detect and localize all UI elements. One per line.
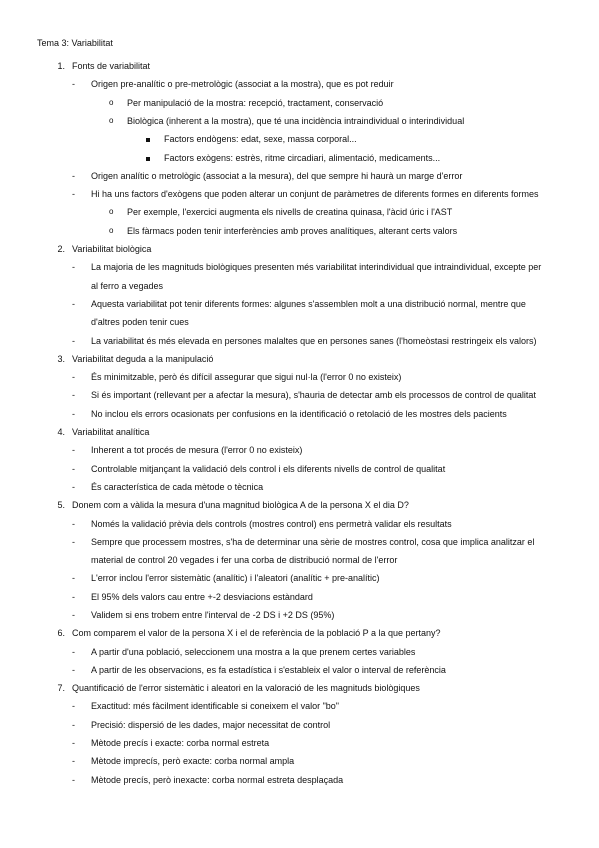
dash-bullet: - — [72, 537, 75, 547]
list-item: Només la validació prèvia dels controls (mostres control) ens permetrà validar els resultats — [91, 519, 452, 529]
circle-bullet-icon: o — [109, 207, 114, 216]
dash-bullet: - — [72, 464, 75, 474]
list-item: Aquesta variabilitat pot tenir diferents formes: algunes s'assemblen molt a una distribució normal, mentre que — [91, 299, 526, 309]
list-item: Factors endògens: edat, sexe, massa corporal... — [164, 134, 357, 144]
section-heading: Donem com a vàlida la mesura d'una magnitud biològica A de la persona X el dia D? — [72, 500, 409, 510]
list-item: Biològica (inherent a la mostra), que té una incidència intraindividual o interindividual — [127, 116, 465, 126]
dash-bullet: - — [72, 701, 75, 711]
section-number: 2. — [57, 244, 65, 254]
dash-bullet: - — [72, 592, 75, 602]
list-item: Precisió: dispersió de les dades, major necessitat de control — [91, 720, 331, 730]
list-item: Mètode imprecís, però exacte: corba normal ampla — [91, 756, 295, 766]
list-item: El 95% dels valors cau entre +-2 desviacions estàndard — [91, 592, 313, 602]
dash-bullet: - — [72, 482, 75, 492]
dash-bullet: - — [72, 775, 75, 785]
dash-bullet: - — [72, 372, 75, 382]
dash-bullet: - — [72, 756, 75, 766]
list-item: La majoria de les magnituds biològiques presenten més variabilitat interindividual que intraindividual, excepte per — [91, 262, 542, 272]
list-item: Els fàrmacs poden tenir interferències amb proves analítiques, alterant certs valors — [127, 226, 458, 236]
dash-bullet: - — [72, 171, 75, 181]
list-item: A partir de les observacions, es fa estadística i s'estableix el valor o interval de referència — [91, 665, 446, 675]
section-number: 6. — [57, 628, 65, 638]
dash-bullet: - — [72, 665, 75, 675]
dash-bullet: - — [72, 299, 75, 309]
list-item: Inherent a tot procés de mesura (l'error 0 no existeix) — [91, 445, 303, 455]
dash-bullet: - — [72, 445, 75, 455]
list-item: Mètode precís i exacte: corba normal estreta — [91, 738, 270, 748]
section-heading: Variabilitat deguda a la manipulació — [72, 354, 214, 364]
list-item: No inclou els errors ocasionats per confusions en la identificació o retolació de les mostres dels pacients — [91, 409, 507, 419]
list-item: Origen pre-analític o pre-metrològic (associat a la mostra), que es pot reduir — [91, 79, 394, 89]
list-item: Per manipulació de la mostra: recepció, tractament, conservació — [127, 98, 384, 108]
list-item-continuation: material de control 20 vegades i fer una corba de distribució normal de l'error — [91, 555, 398, 565]
square-bullet-icon — [146, 157, 150, 161]
list-item: Si és important (rellevant per a afectar la mesura), s'hauria de detectar amb els processos de control de qualitat — [91, 390, 536, 400]
list-item: Factors exògens: estrès, ritme circadiari, alimentació, medicaments... — [164, 153, 441, 163]
dash-bullet: - — [72, 610, 75, 620]
section-heading: Variabilitat analítica — [72, 427, 150, 437]
list-item: Per exemple, l'exercici augmenta els nivells de creatina quinasa, l'àcid úric i l'AST — [127, 207, 453, 217]
list-item: És característica de cada mètode o tècnica — [91, 482, 264, 492]
list-item: Sempre que processem mostres, s'ha de determinar una sèrie de mostres control, cosa que implica analitzar el — [91, 537, 535, 547]
dash-bullet: - — [72, 519, 75, 529]
document-title: Tema 3: Variabilitat — [37, 38, 113, 48]
dash-bullet: - — [72, 720, 75, 730]
list-item: La variabilitat és més elevada en persones malaltes que en persones sanes (l'homeòstasi restringeix els valors) — [91, 336, 537, 346]
list-item: Validem si ens trobem entre l'interval de -2 DS i +2 DS (95%) — [91, 610, 335, 620]
circle-bullet-icon: o — [109, 226, 114, 235]
list-item-continuation: al ferro a vegades — [91, 281, 164, 291]
list-item: Origen analític o metrològic (associat a la mesura), del que sempre hi haurà un marge d'error — [91, 171, 463, 181]
circle-bullet-icon: o — [109, 98, 114, 107]
dash-bullet: - — [72, 390, 75, 400]
list-item: És minimitzable, però és difícil assegurar que sigui nul·la (l'error 0 no existeix) — [91, 372, 402, 382]
dash-bullet: - — [72, 79, 75, 89]
square-bullet-icon — [146, 138, 150, 142]
dash-bullet: - — [72, 573, 75, 583]
section-heading: Fonts de variabilitat — [72, 61, 151, 71]
section-heading: Variabilitat biològica — [72, 244, 152, 254]
dash-bullet: - — [72, 189, 75, 199]
section-number: 5. — [57, 500, 65, 510]
dash-bullet: - — [72, 647, 75, 657]
section-heading: Quantificació de l'error sistemàtic i aleatori en la valoració de les magnituds biològiques — [72, 683, 420, 693]
list-item: A partir d'una població, seleccionem una mostra a la que prenem certes variables — [91, 647, 416, 657]
section-number: 4. — [57, 427, 65, 437]
list-item: Hi ha uns factors d'exògens que poden alterar un conjunt de paràmetres de diferents formes en diferents formes — [91, 189, 539, 199]
list-item: L'error inclou l'error sistemàtic (analític) i l'aleatori (analític + pre-analític) — [91, 573, 380, 583]
dash-bullet: - — [72, 738, 75, 748]
list-item-continuation: d'altres poden tenir cues — [91, 317, 189, 327]
section-number: 7. — [57, 683, 65, 693]
dash-bullet: - — [72, 262, 75, 272]
list-item: Mètode precís, però inexacte: corba normal estreta desplaçada — [91, 775, 344, 785]
section-number: 1. — [57, 61, 65, 71]
section-number: 3. — [57, 354, 65, 364]
section-heading: Com comparem el valor de la persona X i el de referència de la població P a la que pertany? — [72, 628, 441, 638]
list-item: Controlable mitjançant la validació dels control i els diferents nivells de control de qualitat — [91, 464, 446, 474]
list-item: Exactitud: més fàcilment identificable si coneixem el valor "bo" — [91, 701, 340, 711]
dash-bullet: - — [72, 336, 75, 346]
dash-bullet: - — [72, 409, 75, 419]
circle-bullet-icon: o — [109, 116, 114, 125]
